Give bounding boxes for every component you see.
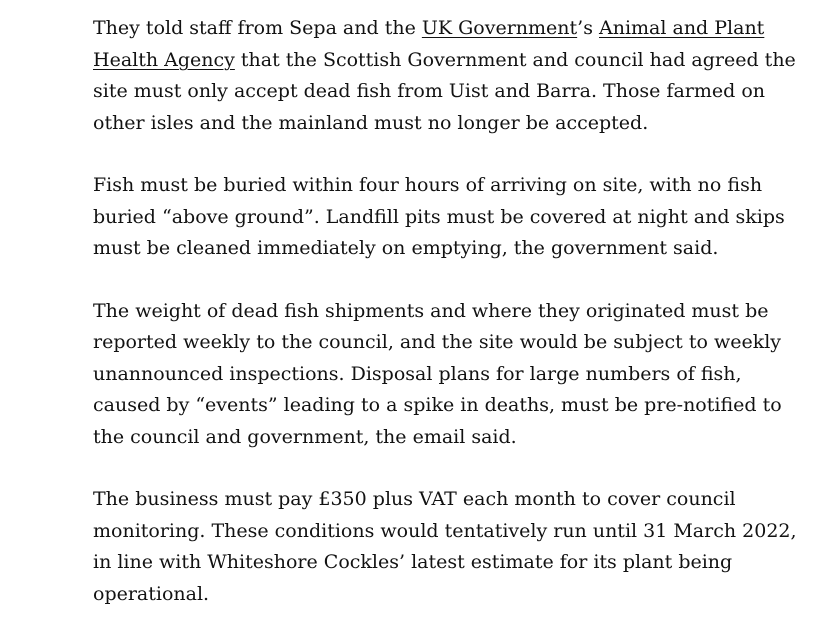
paragraph-line: The business must pay £350 plus VAT each month to cover council — [93, 488, 736, 510]
paragraph-line: Fish must be buried within four hours of arriving on site, with no fish — [93, 174, 763, 196]
paragraph-line: The weight of dead fish shipments and where they originated must be — [93, 299, 769, 322]
paragraph-line: unannounced inspections. Disposal plans for large numbers of fish, — [93, 362, 742, 385]
text-segment: that the Scottish Government and council had agreed the — [234, 48, 796, 71]
paragraph-2 — [93, 170, 785, 265]
text-segment: They told staff from Sepa and the — [93, 17, 422, 39]
paragraph-line: caused by “events” leading to a spike in deaths, must be pre-notified to — [93, 394, 782, 416]
paragraph-line — [93, 13, 773, 45]
article-body — [93, 13, 797, 641]
paragraph-line: other isles and the mainland must no longer be accepted. — [93, 111, 649, 134]
paragraph-1 — [93, 13, 796, 139]
animal-plant-health-agency-link-continued[interactable]: Health Agency — [93, 48, 235, 71]
animal-plant-health-agency-link[interactable]: Animal and Plant — [599, 17, 765, 39]
paragraph-line: in line with Whiteshore Cockles’ latest estimate for its plant being — [93, 551, 733, 573]
paragraph-4 — [93, 484, 797, 610]
paragraph-line: the council and government, the email said. — [93, 425, 517, 448]
uk-government-link[interactable]: UK Government — [421, 17, 578, 39]
paragraph-line: buried “above ground”. Landfill pits must be covered at night and skips — [93, 205, 785, 228]
paragraph-line: must be cleaned immediately on emptying, the government said. — [93, 237, 719, 259]
paragraph-line — [93, 45, 796, 77]
text-segment: ’s — [577, 17, 599, 39]
paragraph-line: monitoring. These conditions would tentatively run until 31 March 2022, — [93, 519, 797, 542]
paragraph-line: reported weekly to the council, and the site would be subject to weekly — [93, 331, 782, 353]
paragraph-line: operational. — [93, 582, 210, 605]
paragraph-3 — [93, 296, 782, 454]
paragraph-line: site must only accept dead fish from Uist and Barra. Those farmed on — [93, 80, 765, 102]
